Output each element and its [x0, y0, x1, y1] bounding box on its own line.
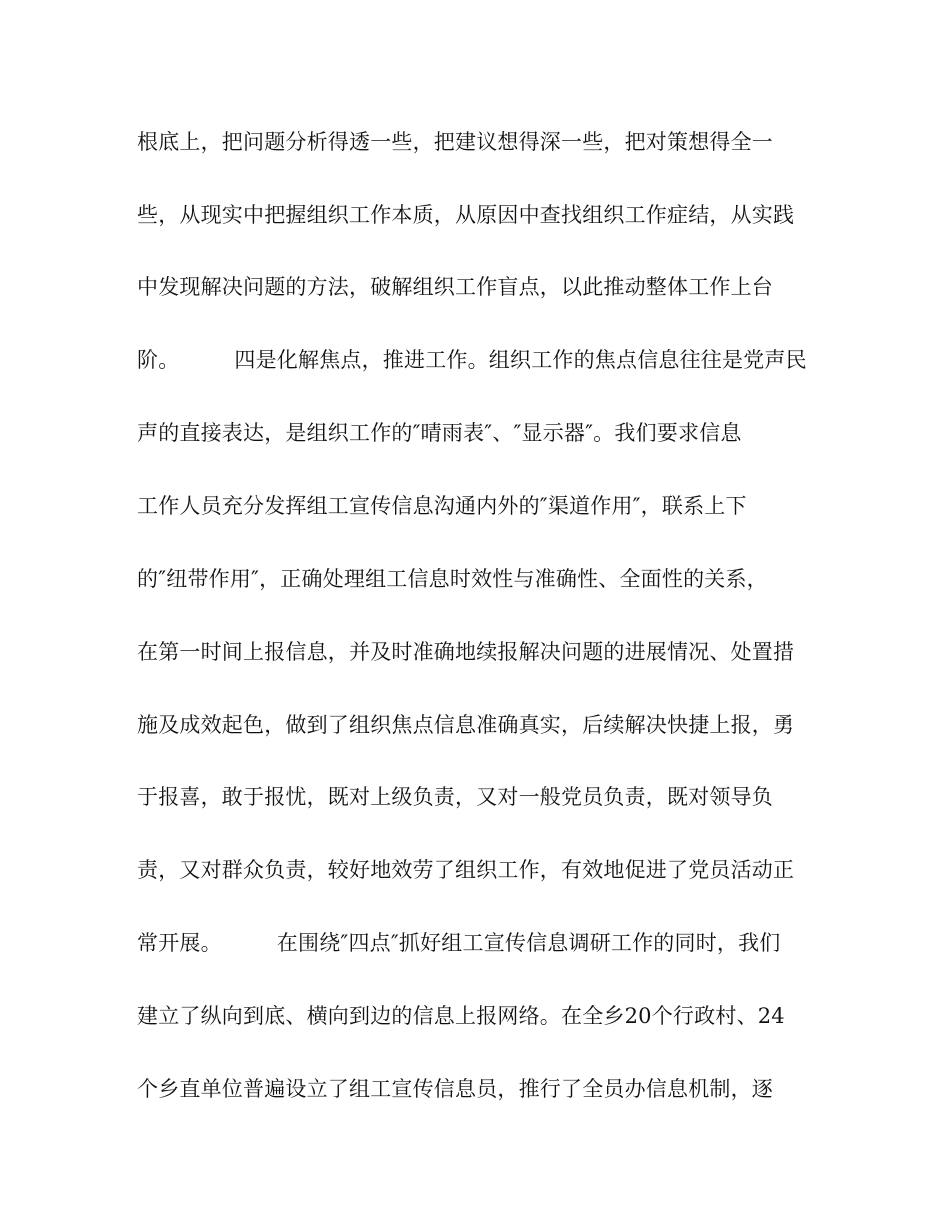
body-text-line: 工作人员充分发挥组工宣传信息沟通内外的″渠道作用″，联系上下 [137, 494, 747, 518]
body-text-line: 根底上，把问题分析得透一些，把建议想得深一些，把对策想得全一 [137, 130, 773, 154]
body-text-line: 责，又对群众负责，较好地效劳了组织工作，有效地促进了党员活动正 [137, 858, 795, 882]
body-text-line: 的″纽带作用″，正确处理组工信息时效性与准确性、全面性的关系， [137, 567, 768, 591]
body-text-line: 个乡直单位普遍设立了组工宣传信息员，推行了全员办信息机制，逐 [137, 1077, 773, 1101]
body-text-line: 些，从现实中把握组织工作本质，从原因中查找组织工作症结，从实践 [137, 203, 795, 227]
body-text-line: 建立了纵向到底、横向到边的信息上报网络。在全乡20个行政村、24 [137, 1004, 785, 1028]
body-text-line: 在第一时间上报信息，并及时准确地续报解决问题的进展情况、处置措 [137, 640, 795, 664]
body-text-line: 施及成效起色，做到了组织焦点信息准确真实，后续解决快捷上报，勇 [137, 713, 795, 737]
body-text-line: 中发现解决问题的方法，破解组织工作盲点，以此推动整体工作上台 [137, 275, 773, 299]
body-text-line: 声的直接表达，是组织工作的″晴雨表″、″显示器″。我们要求信息 [137, 421, 742, 445]
body-text-line: 常开展。 在围绕″四点″抓好组工宣传信息调研工作的同时，我们 [137, 931, 781, 955]
body-text-line: 阶。 四是化解焦点，推进工作。组织工作的焦点信息往往是党声民 [137, 348, 807, 372]
body-text-line: 于报喜，敢于报忧，既对上级负责，又对一般党员负责，既对领导负 [137, 785, 773, 809]
